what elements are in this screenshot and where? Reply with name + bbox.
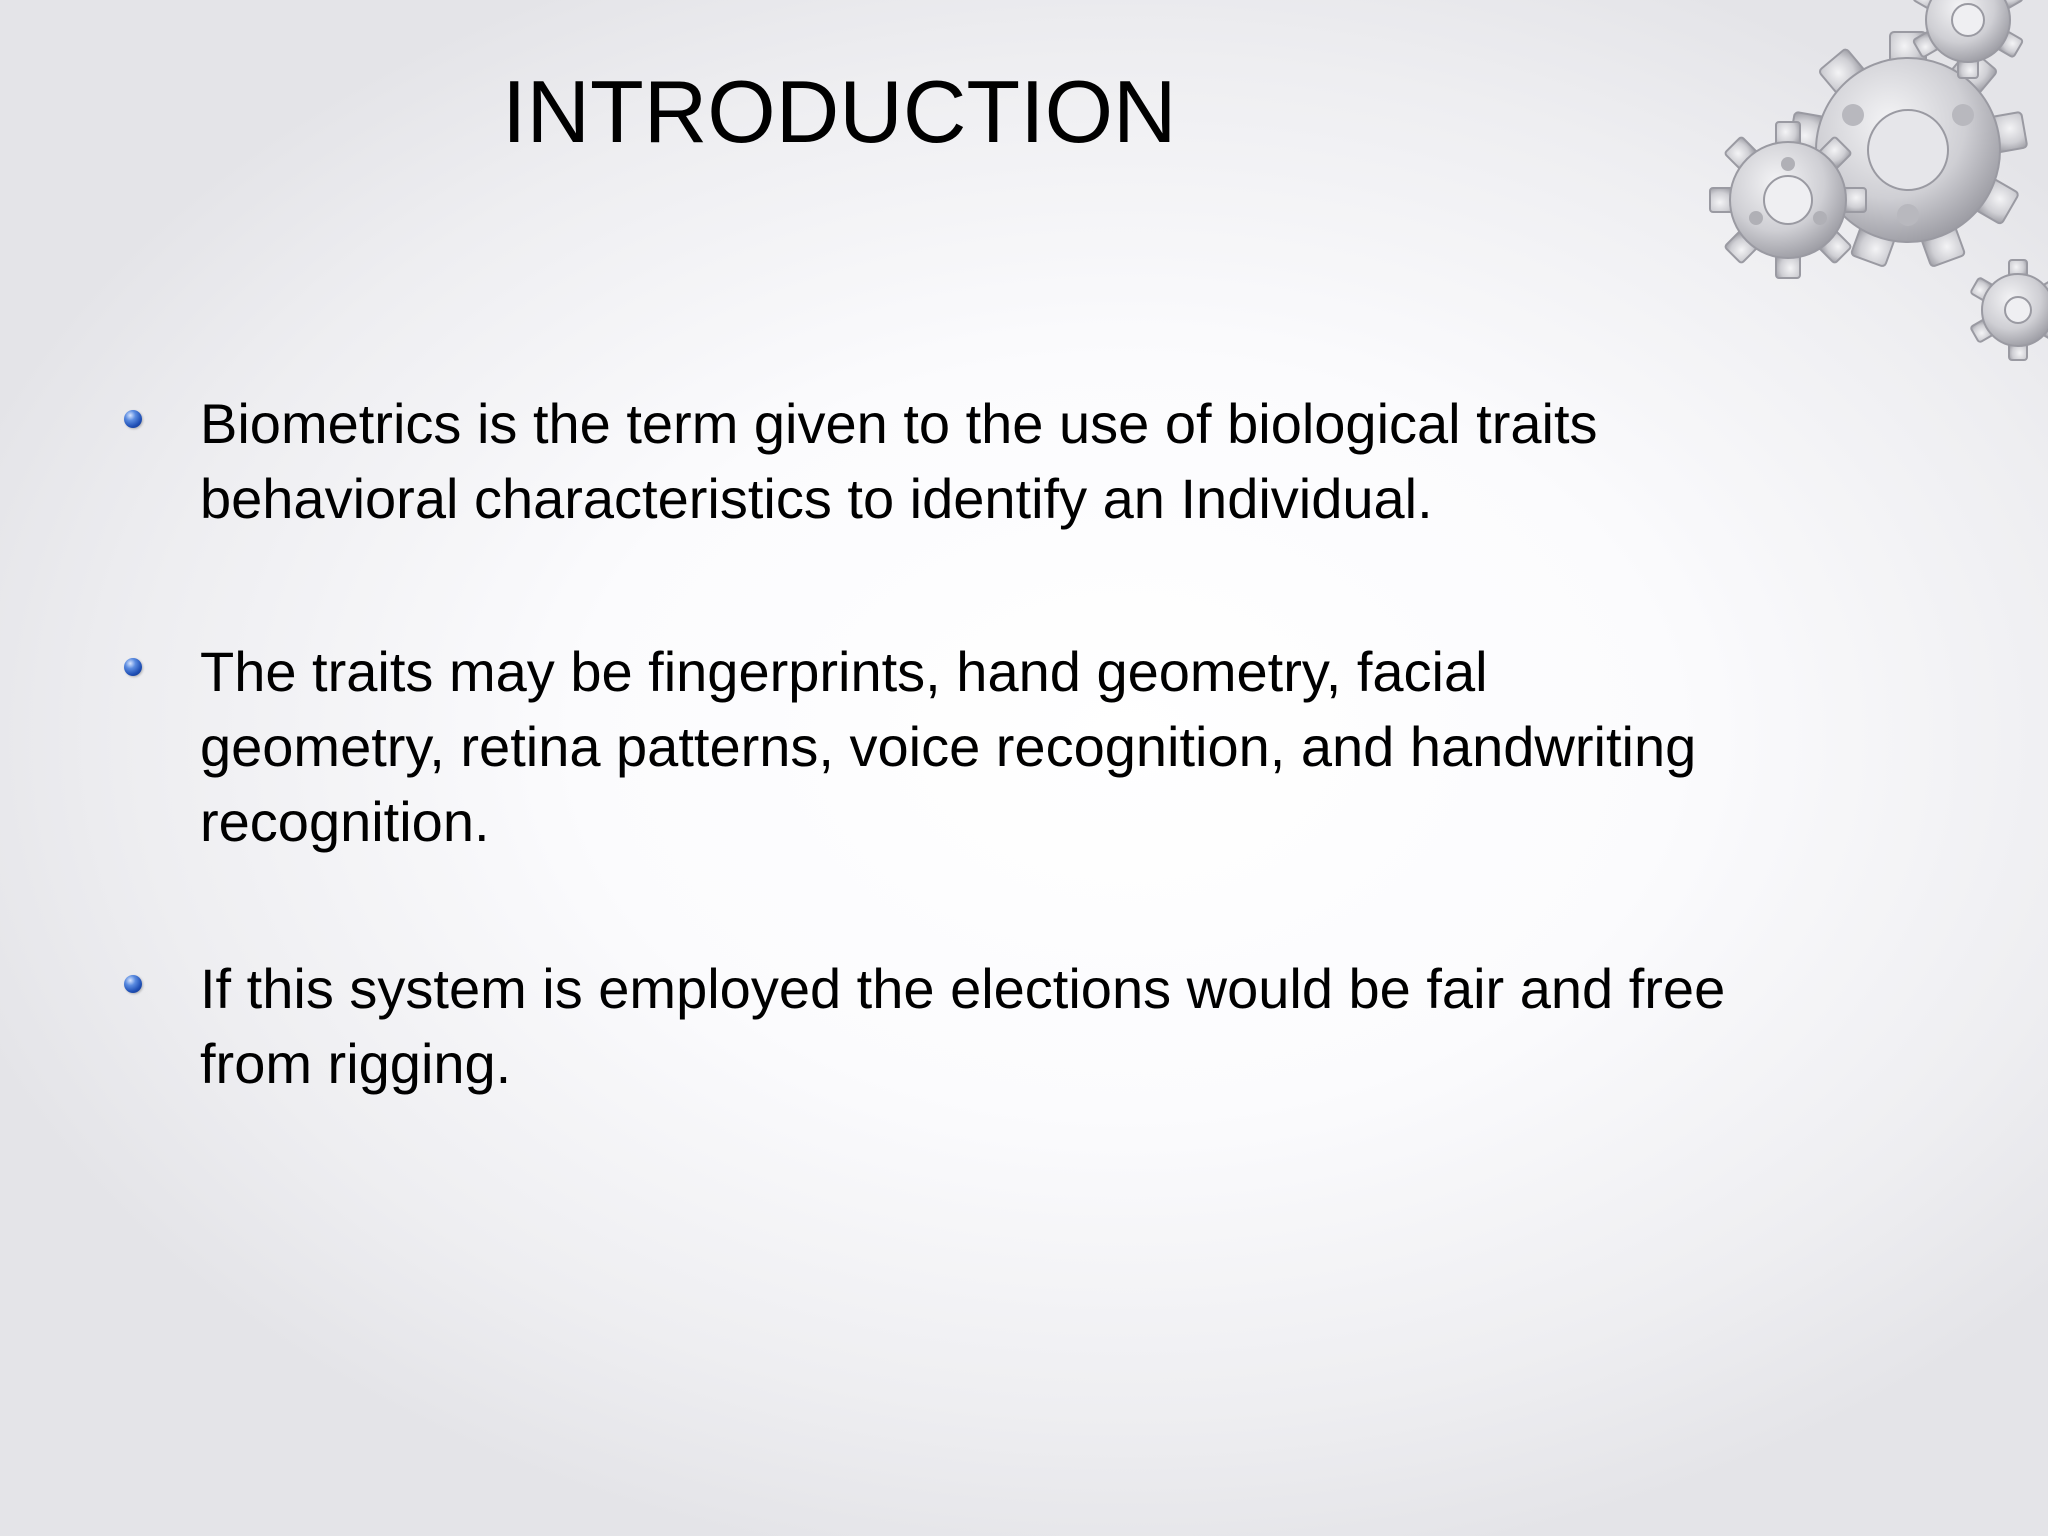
blue-sphere-bullet-icon xyxy=(124,410,142,428)
bullet-text: Biometrics is the term given to the use of biological traits behavioral characteristics to identify an Individual. xyxy=(200,392,1598,530)
blue-sphere-bullet-icon xyxy=(124,658,142,676)
bullet-item xyxy=(118,634,1918,859)
bullet-item xyxy=(118,951,1918,1101)
blue-sphere-bullet-icon xyxy=(124,975,142,993)
slide-title: INTRODUCTION xyxy=(502,62,1177,161)
bullet-list xyxy=(118,386,1918,1199)
bullet-item xyxy=(118,386,1918,536)
gear-small-bottom-icon xyxy=(1970,260,2048,360)
bullet-text: If this system is employed the elections would be fair and free from rigging. xyxy=(200,957,1726,1095)
bullet-text: The traits may be fingerprints, hand geometry, facial geometry, retina patterns, voice recognition, and handwriting recognition. xyxy=(200,640,1697,853)
gear-medium-icon xyxy=(1710,122,1866,278)
gears-graphic xyxy=(1668,0,2048,380)
